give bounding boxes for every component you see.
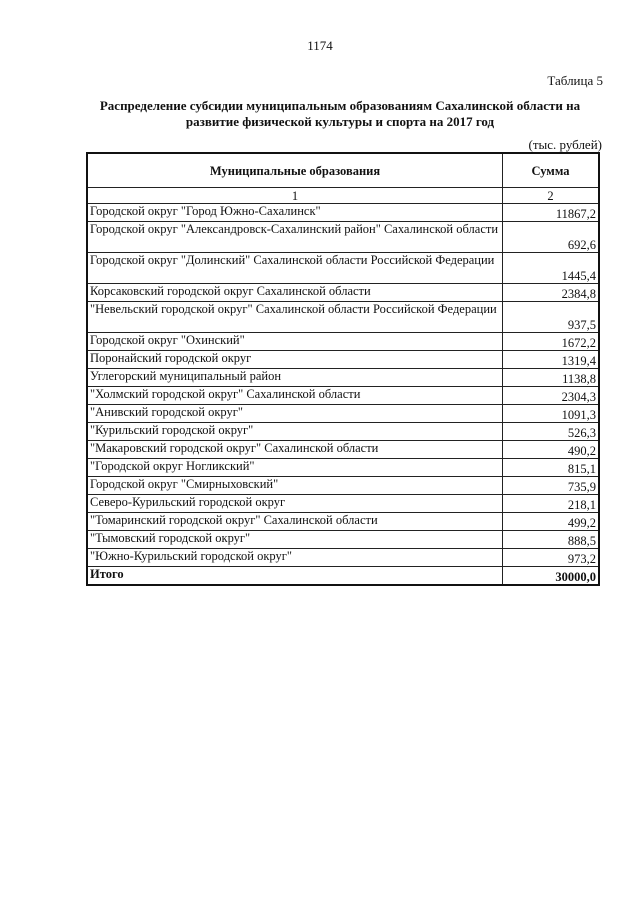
table-row [87,513,599,531]
subsidy-amount: 937,5 [503,302,600,333]
table-row [87,222,599,253]
subsidy-table [86,152,600,586]
document-title [80,98,600,130]
table-row [87,405,599,423]
subsidy-amount: 11867,2 [503,204,600,222]
title-line-1: Распределение субсидии муниципальным образованиям Сахалинской области на [99,98,581,113]
table-row [87,477,599,495]
municipality-name: Городской округ "Смирныховский" [87,477,503,495]
total-amount: 30000,0 [503,567,600,586]
table-row [87,253,599,284]
municipality-name: "Томаринский городской округ" Сахалинской области [87,513,503,531]
page-number: 1174 [307,38,333,53]
subsidy-amount: 1672,2 [503,333,600,351]
title-line-2: развитие физической культуры и спорта на 2017 год [185,114,495,129]
municipality-name: "Городской округ Ногликский" [87,459,503,477]
table-body [87,204,599,567]
table-row [87,369,599,387]
total-label: Итого [87,567,503,586]
column-number-row [87,188,599,204]
subsidy-amount: 526,3 [503,423,600,441]
municipality-name: Северо-Курильский городской округ [87,495,503,513]
table-row [87,441,599,459]
municipality-name: "Южно-Курильский городской округ" [87,549,503,567]
municipality-name: Корсаковский городской округ Сахалинской области [87,284,503,302]
municipality-name: Городской округ "Охинский" [87,333,503,351]
municipality-name: "Холмский городской округ" Сахалинской области [87,387,503,405]
table-row [87,204,599,222]
table-row [87,284,599,302]
table-row [87,423,599,441]
header-municipalities: Муниципальные образования [87,153,503,188]
subsidy-amount: 692,6 [503,222,600,253]
table-row [87,351,599,369]
subsidy-amount: 2304,3 [503,387,600,405]
table-row [87,459,599,477]
table-header-row [87,153,599,188]
municipality-name: Углегорский муниципальный район [87,369,503,387]
subsidy-amount: 1445,4 [503,253,600,284]
subsidy-amount: 2384,8 [503,284,600,302]
column-number-1: 1 [87,188,503,204]
table-row [87,387,599,405]
municipality-name: Городской округ "Александровск-Сахалинский район" Сахалинской области [87,222,503,253]
units-label: (тыс. рублей) [528,137,602,152]
municipality-name: "Анивский городской округ" [87,405,503,423]
municipality-name: Поронайский городской округ [87,351,503,369]
subsidy-amount: 1138,8 [503,369,600,387]
subsidy-amount: 815,1 [503,459,600,477]
subsidy-amount: 888,5 [503,531,600,549]
table-row [87,302,599,333]
subsidy-amount: 1091,3 [503,405,600,423]
subsidy-amount: 973,2 [503,549,600,567]
municipality-name: "Курильский городской округ" [87,423,503,441]
subsidy-amount: 490,2 [503,441,600,459]
table-row [87,495,599,513]
municipality-name: "Макаровский городской округ" Сахалинской области [87,441,503,459]
total-row [87,567,599,586]
subsidy-amount: 735,9 [503,477,600,495]
municipality-name: "Невельский городской округ" Сахалинской области Российской Федерации [87,302,503,333]
header-sum: Сумма [503,153,600,188]
subsidy-amount: 218,1 [503,495,600,513]
column-number-2: 2 [503,188,600,204]
table-label: Таблица 5 [547,73,603,88]
table-row [87,531,599,549]
subsidy-amount: 1319,4 [503,351,600,369]
municipality-name: Городской округ "Долинский" Сахалинской области Российской Федерации [87,253,503,284]
table-row [87,549,599,567]
municipality-name: "Тымовский городской округ" [87,531,503,549]
subsidy-amount: 499,2 [503,513,600,531]
table-row [87,333,599,351]
municipality-name: Городской округ "Город Южно-Сахалинск" [87,204,503,222]
